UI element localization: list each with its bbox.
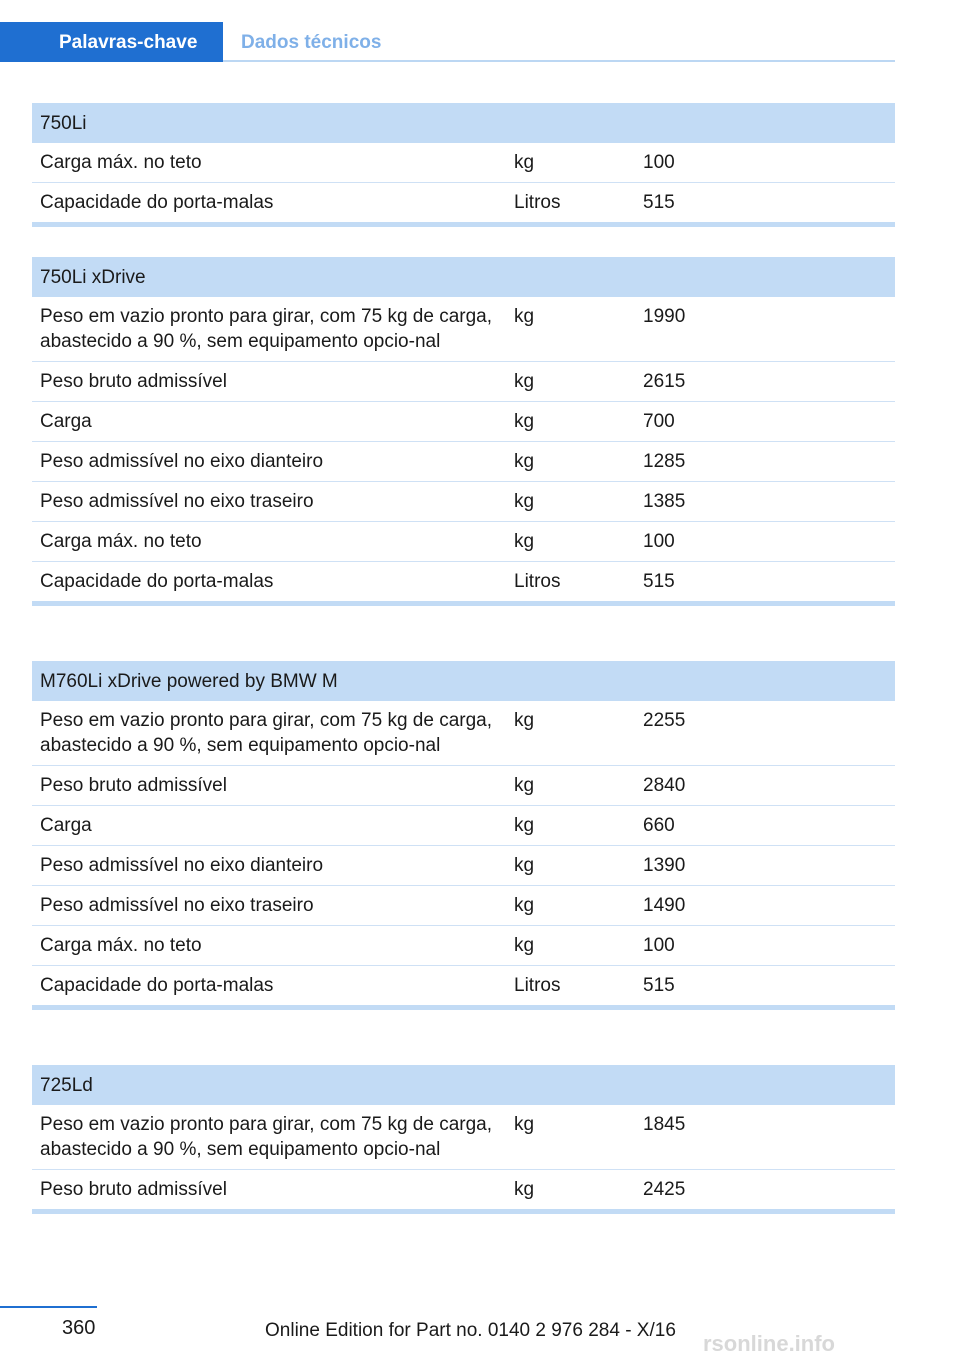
row-label: Capacidade do porta-malas (40, 571, 274, 592)
row-unit: kg (514, 531, 535, 552)
row-label: Carga máx. no teto (40, 152, 202, 173)
header-tabs (0, 22, 895, 62)
section-divider (32, 601, 895, 606)
table-row (32, 806, 895, 846)
row-unit: Litros (514, 571, 561, 592)
table-row (32, 766, 895, 806)
section-title: 750Li (32, 103, 895, 143)
row-value: 2840 (643, 775, 686, 796)
row-unit: kg (514, 152, 535, 173)
row-unit: kg (514, 855, 535, 876)
row-unit: kg (514, 491, 535, 512)
spec-table-750li (32, 103, 895, 227)
row-value: 515 (643, 192, 675, 213)
row-unit: kg (514, 1179, 535, 1200)
row-label: Peso em vazio pronto para girar, com 75 kg de carga, abastecido a 90 %, sem equipamento opcio-nal (40, 1114, 493, 1160)
row-label: Peso admissível no eixo dianteiro (40, 451, 324, 472)
table-row (32, 562, 895, 601)
table-row (32, 362, 895, 402)
row-value: 1845 (643, 1114, 686, 1135)
table-row (32, 966, 895, 1005)
row-unit: kg (514, 306, 535, 327)
row-value: 2425 (643, 1179, 686, 1200)
row-label: Peso admissível no eixo dianteiro (40, 855, 324, 876)
row-unit: kg (514, 710, 535, 731)
page-number: 360 (62, 1317, 96, 1339)
row-value: 515 (643, 975, 675, 996)
row-label: Peso bruto admissível (40, 371, 227, 392)
row-unit: kg (514, 815, 535, 836)
row-unit: Litros (514, 975, 561, 996)
table-row (32, 846, 895, 886)
row-unit: Litros (514, 192, 561, 213)
row-value: 660 (643, 815, 675, 836)
row-unit: kg (514, 371, 535, 392)
table-row (32, 1170, 895, 1209)
row-label: Carga máx. no teto (40, 935, 202, 956)
row-label: Capacidade do porta-malas (40, 975, 274, 996)
row-unit: kg (514, 1114, 535, 1135)
row-unit: kg (514, 451, 535, 472)
section-divider (32, 1005, 895, 1010)
edition-note: Online Edition for Part no. 0140 2 976 284 - X/16 (265, 1320, 676, 1341)
watermark: rsonline.info (703, 1331, 835, 1356)
table-row (32, 926, 895, 966)
tab-underline (223, 60, 895, 62)
section-title: M760Li xDrive powered by BMW M (32, 661, 895, 701)
row-value: 2615 (643, 371, 686, 392)
tab-keywords[interactable]: Palavras-chave (0, 22, 223, 62)
spec-table-750li-xdrive (32, 257, 895, 606)
row-label: Peso bruto admissível (40, 1179, 227, 1200)
row-label: Peso admissível no eixo traseiro (40, 895, 314, 916)
table-row (32, 297, 895, 362)
row-value: 100 (643, 935, 675, 956)
table-row (32, 886, 895, 926)
table-row (32, 522, 895, 562)
row-value: 1990 (643, 306, 686, 327)
row-label: Carga (40, 815, 92, 836)
row-unit: kg (514, 411, 535, 432)
table-row (32, 1105, 895, 1170)
spec-table-725ld (32, 1065, 895, 1214)
section-divider (32, 222, 895, 227)
table-row (32, 143, 895, 183)
row-value: 1390 (643, 855, 686, 876)
row-value: 1490 (643, 895, 686, 916)
section-title: 750Li xDrive (32, 257, 895, 297)
section-title: 725Ld (32, 1065, 895, 1105)
table-row (32, 442, 895, 482)
table-row (32, 482, 895, 522)
footer-rule (0, 1306, 97, 1308)
row-value: 2255 (643, 710, 686, 731)
table-row (32, 183, 895, 222)
row-label: Peso bruto admissível (40, 775, 227, 796)
row-label: Peso admissível no eixo traseiro (40, 491, 314, 512)
row-label: Carga máx. no teto (40, 531, 202, 552)
row-value: 700 (643, 411, 675, 432)
row-unit: kg (514, 895, 535, 916)
row-unit: kg (514, 935, 535, 956)
section-divider (32, 1209, 895, 1214)
row-label: Carga (40, 411, 92, 432)
row-value: 100 (643, 152, 675, 173)
table-row (32, 402, 895, 442)
tab-technical-data[interactable]: Dados técnicos (241, 32, 382, 53)
row-label: Capacidade do porta-malas (40, 192, 274, 213)
row-value: 515 (643, 571, 675, 592)
row-value: 1285 (643, 451, 686, 472)
row-value: 100 (643, 531, 675, 552)
table-row (32, 701, 895, 766)
row-value: 1385 (643, 491, 686, 512)
spec-table-m760li-xdrive (32, 661, 895, 1010)
row-label: Peso em vazio pronto para girar, com 75 kg de carga, abastecido a 90 %, sem equipamento opcio-nal (40, 710, 493, 756)
row-label: Peso em vazio pronto para girar, com 75 kg de carga, abastecido a 90 %, sem equipamento opcio-nal (40, 306, 493, 352)
row-unit: kg (514, 775, 535, 796)
